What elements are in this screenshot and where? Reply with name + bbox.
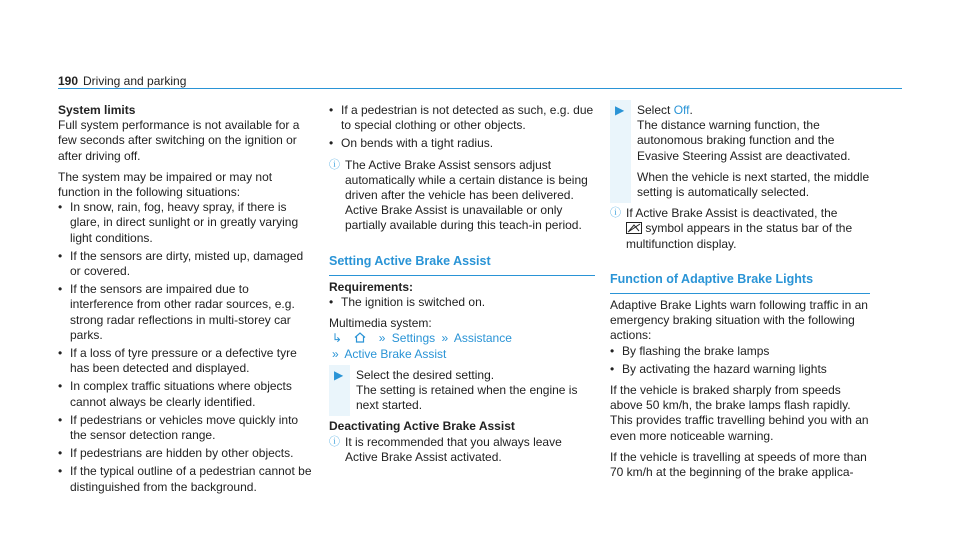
info-icon: ⓘ — [329, 435, 340, 448]
page-title: Driving and parking — [83, 74, 187, 88]
list-item: • If the sensors are impaired due to interference from other radar sources, e.g. strong radar reflections in multi-storey car parks. — [58, 282, 314, 343]
page-header — [58, 10, 902, 90]
column-2 — [329, 103, 595, 471]
header-rule — [58, 88, 902, 89]
note-text: The Active Brake Assist sensors adjust automatically while a certain distance is being driven after the vehicle has been delivered. Active Brake Assist is unavailable or only partially available during this teach-in period. — [345, 157, 588, 233]
abl-paragraph-2: If the vehicle is travelling at speeds of more than 70 km/h at the beginning of the brake applica- — [610, 449, 867, 480]
off-detail: The distance warning function, the autonomous braking function and the Evasive Steering Assist are deactivated. — [637, 118, 851, 163]
step-detail: The setting is retained when the engine is next started. — [356, 383, 578, 413]
abl-actions-list — [610, 344, 870, 377]
deactivating-note — [329, 435, 595, 465]
column-1 — [58, 103, 314, 501]
step-select-setting — [329, 368, 595, 414]
requirements-label: Requirements: — [329, 279, 414, 294]
abl-intro: Adaptive Brake Lights warn following traffic in an emergency braking situation with the following actions: — [610, 298, 868, 343]
multimedia-label: Multimedia system: — [329, 316, 432, 331]
sensor-note — [329, 158, 595, 234]
menu-path — [329, 331, 595, 361]
intro-paragraph: Full system performance is not available for a few seconds after switching on the ignition or after driving off. — [58, 118, 300, 163]
off-option[interactable]: Off — [673, 103, 690, 117]
list-item: • In snow, rain, fog, heavy spray, if there is glare, in direct sunlight or in greatly varying light conditions. — [58, 200, 314, 246]
double-chevron-icon: » — [378, 331, 386, 346]
info-icon: ⓘ — [329, 158, 340, 171]
double-chevron-icon: » — [332, 346, 339, 361]
page-number: 190 — [58, 74, 79, 88]
system-limits-heading: System limits — [58, 103, 136, 117]
list-item: • If a loss of tyre pressure or a defective tyre has been detected and displayed. — [58, 346, 314, 376]
home-icon — [354, 332, 366, 343]
step-text: Select the desired setting. — [356, 367, 495, 382]
note-text: It is recommended that you always leave Active Brake Assist activated. — [345, 434, 562, 464]
abl-paragraph-1: If the vehicle is braked sharply from speeds above 50 km/h, the brake lamps flash rapidly. This provides traffic travelling behind you with an even more noticeable warning. — [610, 383, 869, 443]
list-item: • If a pedestrian is not detected as such, e.g. due to special clothing or other objects. — [329, 103, 595, 133]
list-item: • By activating the hazard warning lights — [610, 362, 870, 377]
step-arrow-icon: ▶ — [334, 367, 344, 382]
column-3 — [610, 103, 870, 486]
list-item: • The ignition is switched on. — [329, 295, 595, 310]
requirements-list — [329, 295, 595, 310]
adaptive-brake-lights-title: Function of Adaptive Brake Lights — [610, 272, 870, 294]
select-prefix: Select — [637, 103, 674, 117]
list-item: • By flashing the brake lamps — [610, 344, 870, 359]
impaired-intro: The system may be impaired or may not function in the following situations: — [58, 169, 273, 200]
list-item: • On bends with a tight radius. — [329, 136, 595, 151]
limits-list-continued — [329, 103, 595, 152]
list-item: • If pedestrians or vehicles move quickly into the sensor detection range. — [58, 413, 314, 443]
list-item: • In complex traffic situations where objects cannot always be clearly identified. — [58, 379, 314, 409]
double-chevron-icon: » — [441, 331, 449, 346]
path-active-brake-assist[interactable]: Active Brake Assist — [344, 346, 447, 361]
list-item: • If pedestrians are hidden by other objects. — [58, 446, 314, 461]
return-arrow-icon: ↳ — [332, 331, 343, 346]
note-symbol-text: symbol appears in the status bar of the multifunction display. — [626, 221, 853, 251]
step-text — [637, 103, 870, 118]
deactivating-heading: Deactivating Active Brake Assist — [329, 419, 515, 434]
step-arrow-icon: ▶ — [615, 103, 625, 117]
path-settings[interactable]: Settings — [391, 331, 436, 346]
note-text: If Active Brake Assist is deactivated, the — [626, 206, 838, 221]
list-item: • If the sensors are dirty, misted up, damaged or covered. — [58, 249, 314, 279]
brake-assist-off-icon — [626, 222, 642, 234]
step-select-off — [610, 103, 870, 200]
limits-list — [58, 200, 314, 495]
deactivated-note — [610, 206, 870, 252]
select-suffix: . — [689, 103, 693, 117]
list-item: • If the typical outline of a pedestrian cannot be distinguished from the background. — [58, 464, 314, 494]
info-icon: ⓘ — [610, 207, 621, 220]
setting-abs-section-title: Setting Active Brake Assist — [329, 254, 595, 276]
path-assistance[interactable]: Assistance — [453, 331, 512, 346]
next-start-text: When the vehicle is next started, the middle setting is automatically selected. — [637, 169, 870, 200]
